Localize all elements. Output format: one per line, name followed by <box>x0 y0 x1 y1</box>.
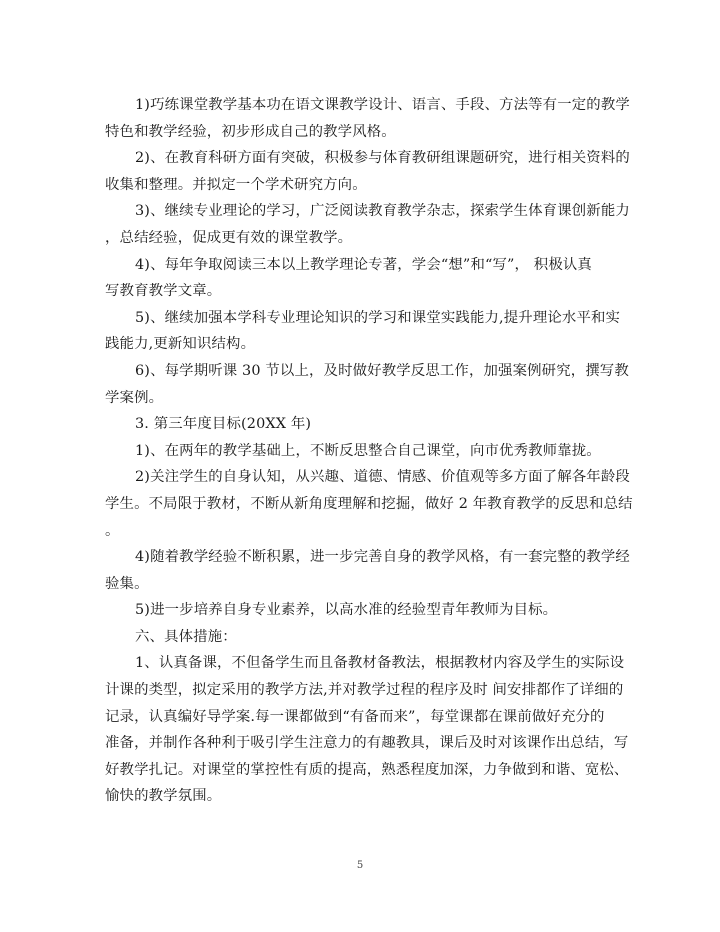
text-line: 计课的类型，拟定采用的教学方法,并对教学过程的程序及时 间安排都作了详细的 <box>105 682 624 699</box>
text-line: 愉快的教学氛围。 <box>105 788 222 805</box>
text-line: 。 <box>105 522 120 539</box>
text-line: 5)、继续加强本学科专业理论知识的学习和课堂实践能力,提升理论水平和实 <box>135 309 621 326</box>
text-line: 3)、继续专业理论的学习，广泛阅读教育教学杂志，探索学生体育课创新能力 <box>135 203 630 220</box>
paragraph <box>105 464 633 544</box>
text-line: 学案例。 <box>105 389 164 406</box>
paragraph <box>105 650 629 810</box>
paragraph <box>105 358 629 411</box>
text-line: 2)、在教育科研方面有突破，积极参与体育教研组课题研究，进行相关资料的 <box>135 150 630 167</box>
paragraph <box>105 92 630 145</box>
section-heading <box>105 624 625 651</box>
paragraph <box>105 597 625 624</box>
text-line: 六、具体措施： <box>135 628 237 645</box>
text-line: 收集和整理。并拟定一个学术研究方向。 <box>105 176 367 193</box>
text-line: 践能力,更新知识结构。 <box>105 336 256 353</box>
text-line: 6)、每学期听课 30 节以上，及时做好教学反思工作，加强案例研究，撰写教 <box>135 362 629 379</box>
text-line: 4)、每年争取阅读三本以上教学理论专著，学会“想”和“写”， 积极认真 <box>135 256 592 273</box>
text-line: 1、认真备课，不但备学生而且备教材备教法，根据教材内容及学生的实际设 <box>135 655 625 672</box>
paragraph <box>105 305 625 358</box>
text-line: 3. 第三年度目标(20XX 年) <box>135 416 312 433</box>
text-line: ，总结经验，促成更有效的课堂教学。 <box>105 229 353 246</box>
text-line: 学生。不局限于教材，不断从新角度理解和挖掘，做好 2 年教育教学的反思和总结 <box>105 495 633 512</box>
text-line: 记录，认真编好导学案.每一课都做到“有备而来”，每堂课都在课前做好充分的 <box>105 708 605 725</box>
document-body <box>105 92 633 810</box>
paragraph <box>105 544 630 597</box>
paragraph <box>105 198 630 251</box>
paragraph <box>105 252 625 305</box>
text-line: 1)、在两年的教学基础上，不断反思整合自己课堂，向市优秀教师靠拢。 <box>135 442 601 459</box>
text-line: 1)巧练课堂教学基本功在语文课教学设计、语言、手段、方法等有一定的教学 <box>135 97 630 113</box>
text-line: 4)随着教学经验不断积累，进一步完善自身的教学风格，有一套完整的教学经 <box>135 549 630 566</box>
text-line: 2)关注学生的自身认知，从兴趣、道德、情感、价值观等多方面了解各年龄段 <box>135 469 630 486</box>
paragraph <box>105 438 625 465</box>
text-line: 5)进一步培养自身专业素养，以高水准的经验型青年教师为目标。 <box>135 602 558 619</box>
text-line: 验集。 <box>105 575 149 592</box>
paragraph <box>105 145 630 198</box>
text-line: 写教育教学文章。 <box>105 283 222 300</box>
page-number: 5 <box>356 860 364 871</box>
section-heading <box>105 411 625 438</box>
text-line: 好教学扎记。对课堂的掌控性有质的提高，熟悉程度加深，力争做到和谐、宽松、 <box>105 761 629 778</box>
text-line: 特色和教学经验，初步形成自己的教学风格。 <box>105 123 396 140</box>
text-line: 准备，并制作各种利于吸引学生注意力的有趣教具，课后及时对该课作出总结，写 <box>105 735 629 752</box>
